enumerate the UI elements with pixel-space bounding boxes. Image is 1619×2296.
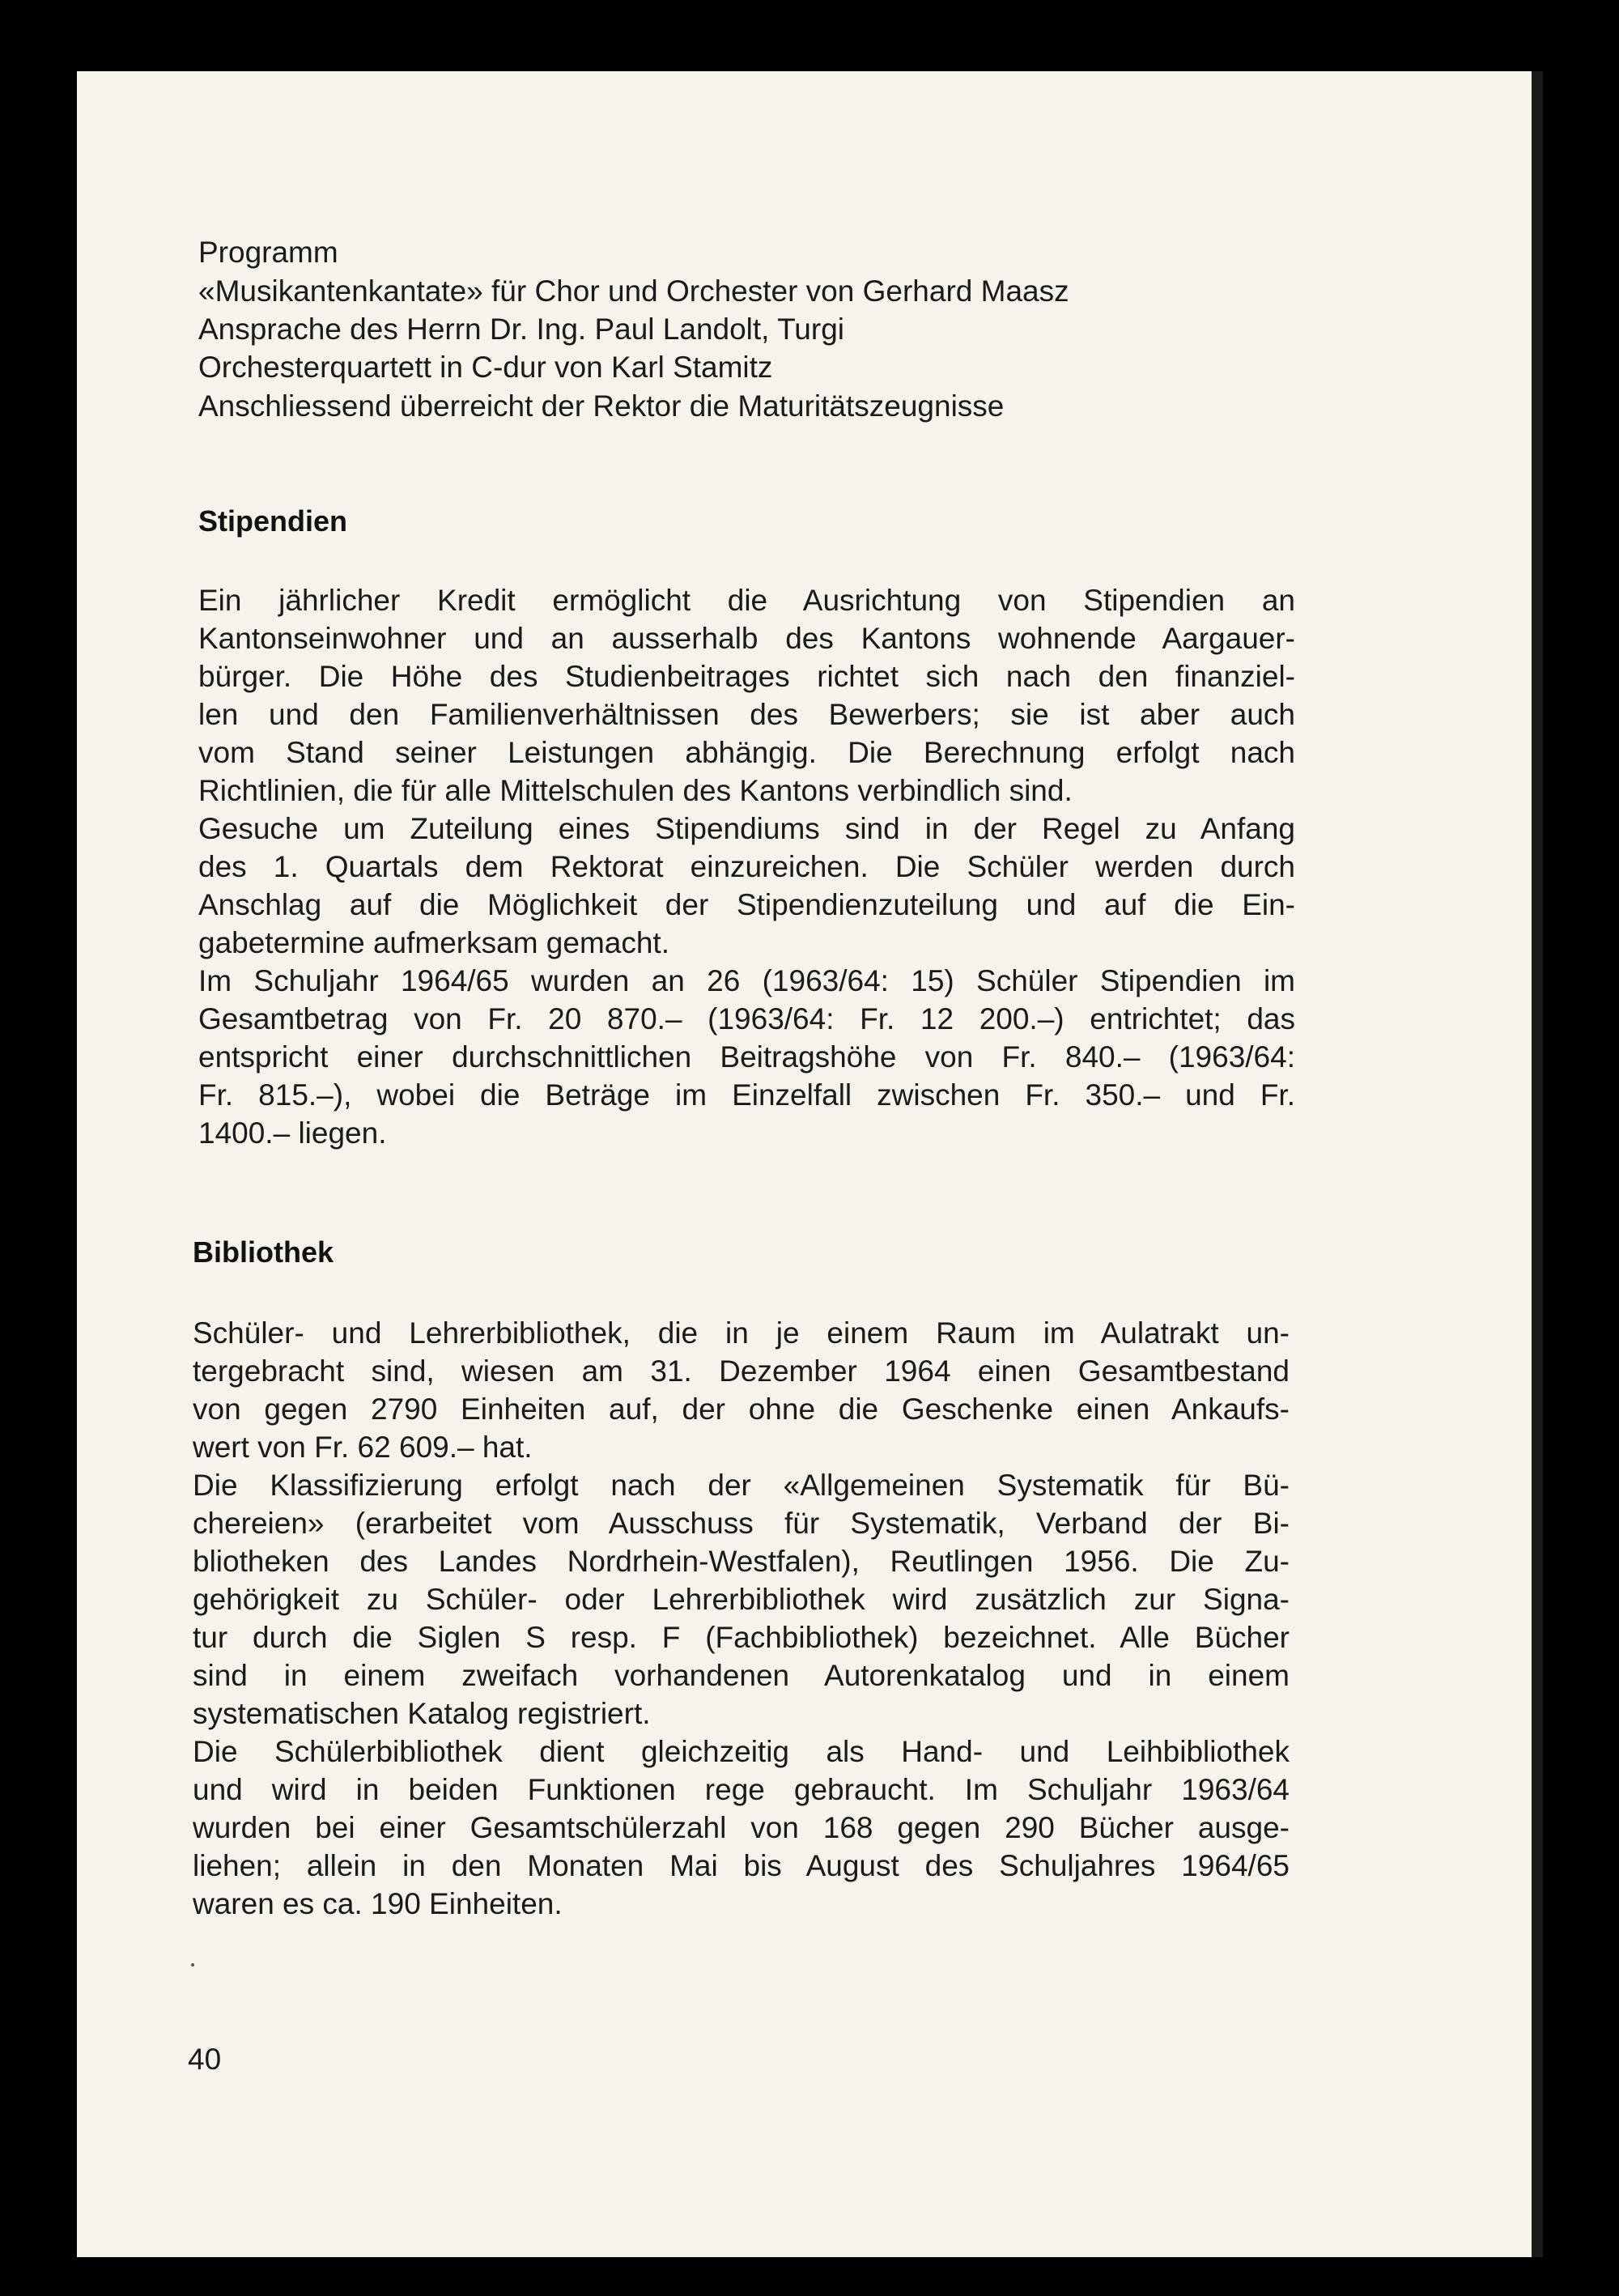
programm-item: Orchesterquartett in C-dur von Karl Stamitz (198, 351, 773, 384)
stipendien-line: vom Stand seiner Leistungen abhängig. Die Berechnung erfolgt nach (198, 736, 1295, 769)
stipendien-line: bürger. Die Höhe des Studienbeitrages richtet sich nach den finanziel- (198, 660, 1295, 693)
programm-item: «Musikantenkantate» für Chor und Orchester von Gerhard Maasz (198, 274, 1069, 308)
stipendien-line: gabetermine aufmerksam gemacht. (198, 926, 669, 959)
bibliothek-line: liehen; allein in den Monaten Mai bis August des Schuljahres 1964/65 (193, 1849, 1290, 1882)
bibliothek-line: waren es ca. 190 Einheiten. (193, 1887, 563, 1920)
bibliothek-line: Schüler- und Lehrerbibliothek, die in je einem Raum im Aulatrakt un- (193, 1316, 1290, 1350)
bibliothek-line: chereien» (erarbeitet vom Ausschuss für Systematik, Verband der Bi- (193, 1507, 1290, 1540)
bibliothek-heading: Bibliothek (193, 1235, 334, 1269)
bibliothek-line: und wird in beiden Funktionen rege gebraucht. Im Schuljahr 1963/64 (193, 1773, 1290, 1806)
stipendien-line: Anschlag auf die Möglichkeit der Stipendienzuteilung und auf die Ein- (198, 888, 1295, 921)
bibliothek-line: Die Klassifizierung erfolgt nach der «Allgemeinen Systematik für Bü- (193, 1469, 1290, 1502)
page-number: 40 (188, 2043, 222, 2076)
stipendien-line: 1400.– liegen. (198, 1116, 387, 1150)
paper-edge-shadow (1532, 71, 1543, 2257)
stipendien-line: entspricht einer durchschnittlichen Beitragshöhe von Fr. 840.– (1963/64: (198, 1040, 1295, 1074)
stipendien-line: Ein jährlicher Kredit ermöglicht die Ausrichtung von Stipendien an (198, 584, 1295, 617)
stipendien-line: Gesamtbetrag von Fr. 20 870.– (1963/64: Fr. 12 200.–) entrichtet; das (198, 1002, 1295, 1035)
programm-item: Anschliessend überreicht der Rektor die Maturitätszeugnisse (198, 389, 1005, 423)
bibliothek-line: bliotheken des Landes Nordrhein-Westfalen), Reutlingen 1956. Die Zu- (193, 1545, 1290, 1578)
bibliothek-line: sind in einem zweifach vorhandenen Autorenkatalog und in einem (193, 1659, 1290, 1692)
stipendien-line: Im Schuljahr 1964/65 wurden an 26 (1963/64: 15) Schüler Stipendien im (198, 964, 1295, 997)
stipendien-line: des 1. Quartals dem Rektorat einzureichen. Die Schüler werden durch (198, 850, 1295, 883)
stipendien-line: Richtlinien, die für alle Mittelschulen des Kantons verbindlich sind. (198, 774, 1073, 807)
programm-title: Programm (198, 236, 338, 269)
stipendien-line: Gesuche um Zuteilung eines Stipendiums sind in der Regel zu Anfang (198, 812, 1295, 845)
bibliothek-line: tur durch die Siglen S resp. F (Fachbibliothek) bezeichnet. Alle Bücher (193, 1621, 1290, 1654)
stipendien-heading: Stipendien (198, 504, 348, 538)
bibliothek-line: wert von Fr. 62 609.– hat. (193, 1431, 533, 1464)
speck-mark (191, 1963, 194, 1966)
bibliothek-line: Die Schülerbibliothek dient gleichzeitig als Hand- und Leihbibliothek (193, 1735, 1290, 1768)
bibliothek-line: wurden bei einer Gesamtschülerzahl von 168 gegen 290 Bücher ausge- (193, 1811, 1290, 1844)
stipendien-line: len und den Familienverhältnissen des Bewerbers; sie ist aber auch (198, 698, 1295, 731)
bibliothek-line: gehörigkeit zu Schüler- oder Lehrerbibliothek wird zusätzlich zur Signa- (193, 1583, 1290, 1616)
bibliothek-line: von gegen 2790 Einheiten auf, der ohne die Geschenke einen Ankaufs- (193, 1392, 1290, 1426)
programm-item: Ansprache des Herrn Dr. Ing. Paul Landolt, Turgi (198, 313, 844, 346)
stipendien-line: Fr. 815.–), wobei die Beträge im Einzelfall zwischen Fr. 350.– und Fr. (198, 1078, 1295, 1112)
bibliothek-line: systematischen Katalog registriert. (193, 1697, 651, 1730)
stipendien-line: Kantonseinwohner und an ausserhalb des Kantons wohnende Aargauer- (198, 622, 1295, 655)
bibliothek-line: tergebracht sind, wiesen am 31. Dezember 1964 einen Gesamtbestand (193, 1354, 1290, 1388)
